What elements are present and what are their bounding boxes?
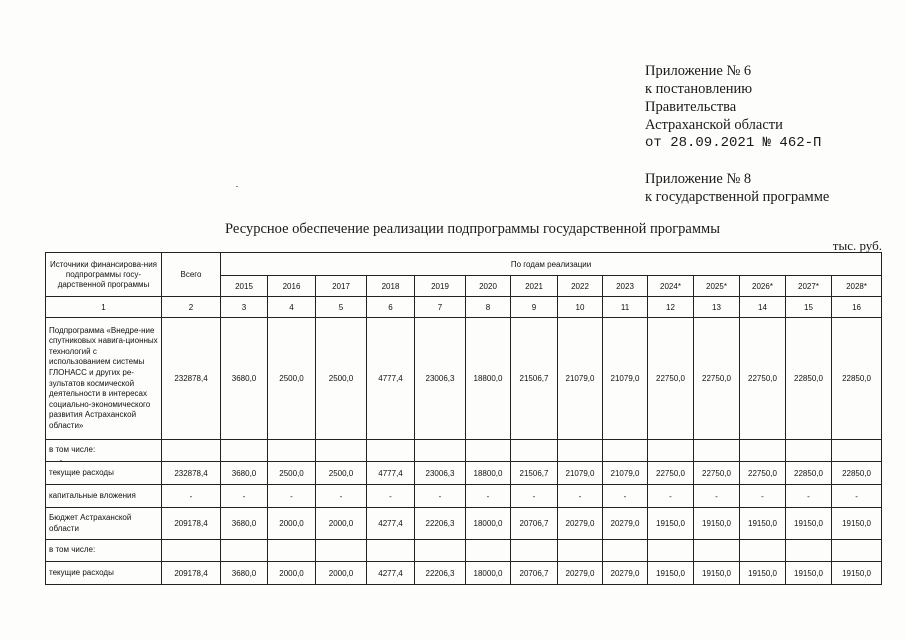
year-cell: 21079,0 [558,318,603,440]
year-header: 2028* [832,276,882,297]
year-cell: 3680,0 [221,508,268,540]
year-cell: 4277,4 [367,508,415,540]
year-cell: - [511,485,558,508]
year-cell [603,540,648,562]
row-label: Бюджет Астраханской области [46,508,162,540]
year-cell: 3680,0 [221,318,268,440]
year-cell: - [415,485,466,508]
year-cell: 21079,0 [603,462,648,485]
column-number: 8 [466,297,511,318]
table-row [46,462,882,485]
year-cell: 22850,0 [786,462,832,485]
year-cell [415,540,466,562]
row-label: текущие расходы [46,462,162,485]
column-number: 12 [648,297,694,318]
year-cell [415,440,466,462]
scan-speck [60,460,62,461]
year-cell [268,440,316,462]
appendix-line: Приложение № 8 [645,171,752,187]
year-cell [221,440,268,462]
year-cell: - [221,485,268,508]
year-cell: 19150,0 [832,562,882,585]
year-cell: 22750,0 [648,318,694,440]
total-header: Всего [162,253,221,297]
year-header: 2018 [367,276,415,297]
year-cell [786,440,832,462]
year-cell: 20279,0 [603,562,648,585]
year-cell: - [558,485,603,508]
year-cell: 2500,0 [268,462,316,485]
year-cell [648,540,694,562]
year-cell: 2000,0 [268,562,316,585]
table-row [46,485,882,508]
scan-speck [236,186,238,187]
year-cell: 20279,0 [558,562,603,585]
year-cell: 19150,0 [832,508,882,540]
appendix-line: Приложение № 6 [645,63,752,79]
year-cell: 18000,0 [466,508,511,540]
column-number: 11 [603,297,648,318]
year-cell: - [603,485,648,508]
column-number: 4 [268,297,316,318]
year-cell [786,540,832,562]
year-cell [466,440,511,462]
year-cell: - [466,485,511,508]
year-cell: 22750,0 [694,462,740,485]
row-label: в том числе: [46,440,162,462]
appendix-header [645,62,829,206]
year-cell: 21079,0 [603,318,648,440]
year-cell: 19150,0 [740,508,786,540]
resource-table [45,252,882,585]
year-header: 2023 [603,276,648,297]
year-header: 2021 [511,276,558,297]
column-number: 7 [415,297,466,318]
year-cell: 19150,0 [648,508,694,540]
year-cell: 21079,0 [558,462,603,485]
year-cell: 4777,4 [367,318,415,440]
year-cell: - [694,485,740,508]
year-cell: 23006,3 [415,318,466,440]
table-row [46,540,882,562]
year-cell: - [367,485,415,508]
year-header: 2016 [268,276,316,297]
year-cell [558,440,603,462]
year-cell: - [832,485,882,508]
year-cell [832,540,882,562]
year-cell: 19150,0 [786,508,832,540]
table-row [46,562,882,585]
appendix-line: Правительства [645,99,737,115]
year-cell: - [268,485,316,508]
year-cell [221,540,268,562]
year-cell: 22750,0 [648,462,694,485]
year-cell [511,440,558,462]
document-title: Ресурсное обеспечение реализации подпрограммы государственной программы [225,221,720,237]
year-header: 2025* [694,276,740,297]
year-cell: - [648,485,694,508]
year-header: 2015 [221,276,268,297]
year-cell: 19150,0 [740,562,786,585]
year-cell [268,540,316,562]
appendix-line: к постановлению [645,81,753,97]
year-cell [832,440,882,462]
year-cell: 22850,0 [832,462,882,485]
column-number: 14 [740,297,786,318]
year-cell: - [740,485,786,508]
year-cell: 22750,0 [740,462,786,485]
year-cell: 18800,0 [466,318,511,440]
year-cell: 20706,7 [511,508,558,540]
column-number: 15 [786,297,832,318]
year-cell: 22750,0 [740,318,786,440]
column-number: 6 [367,297,415,318]
row-label: Подпрограмма «Внедре-ние спутниковых навига-ционных технологий с использованием системы ГЛОНАСС и других ре-зультатов космической деятельности в интересах социально-экономического развития Астраханской области» [46,318,162,440]
year-cell: 2500,0 [316,318,367,440]
total-cell: 209178,4 [162,562,221,585]
year-cell: 22206,3 [415,508,466,540]
column-number: 9 [511,297,558,318]
year-cell: 19150,0 [648,562,694,585]
year-cell: 2500,0 [268,318,316,440]
year-cell: 21506,7 [511,318,558,440]
year-cell: - [316,485,367,508]
row-label: капитальные вложения [46,485,162,508]
year-header: 2020 [466,276,511,297]
total-cell [162,440,221,462]
year-cell: 19150,0 [694,562,740,585]
total-cell: - [162,485,221,508]
year-header: 2022 [558,276,603,297]
table-row [46,318,882,440]
year-cell: 20279,0 [603,508,648,540]
year-cell: 19150,0 [786,562,832,585]
table-row [46,508,882,540]
year-cell: 2000,0 [268,508,316,540]
column-number: 13 [694,297,740,318]
year-cell: 22750,0 [694,318,740,440]
column-number: 3 [221,297,268,318]
appendix-line: к государственной программе [645,189,830,205]
year-cell: 2000,0 [316,508,367,540]
source-header: Источники финансирова-ния подпрограммы госу-дарственной программы [46,253,162,297]
year-header: 2027* [786,276,832,297]
year-cell: 3680,0 [221,562,268,585]
year-cell [694,440,740,462]
years-header: По годам реализации [221,253,882,276]
row-label: текущие расходы [46,562,162,585]
year-cell [648,440,694,462]
year-cell: 22206,3 [415,562,466,585]
column-number: 5 [316,297,367,318]
total-cell: 232878,4 [162,318,221,440]
column-number: 1 [46,297,162,318]
year-cell: 20279,0 [558,508,603,540]
year-cell [558,540,603,562]
decree-date-line: от 28.09.2021 № 462-П [645,135,822,151]
row-label: в том числе: [46,540,162,562]
year-cell: 19150,0 [694,508,740,540]
year-cell: 18800,0 [466,462,511,485]
year-cell: 4277,4 [367,562,415,585]
year-cell: 21506,7 [511,462,558,485]
year-cell: - [786,485,832,508]
total-cell: 209178,4 [162,508,221,540]
year-cell: 23006,3 [415,462,466,485]
year-cell: 2000,0 [316,562,367,585]
year-header: 2024* [648,276,694,297]
year-cell: 2500,0 [316,462,367,485]
column-number: 2 [162,297,221,318]
year-header: 2017 [316,276,367,297]
year-cell [603,440,648,462]
year-header: 2026* [740,276,786,297]
year-cell [694,540,740,562]
year-cell: 20706,7 [511,562,558,585]
year-cell [316,440,367,462]
year-cell [367,440,415,462]
units-label: тыс. руб. [832,238,882,253]
year-cell: 22850,0 [786,318,832,440]
year-cell [367,540,415,562]
year-cell: 18000,0 [466,562,511,585]
column-number: 16 [832,297,882,318]
year-cell [511,540,558,562]
year-cell: 4777,4 [367,462,415,485]
total-cell: 232878,4 [162,462,221,485]
year-cell: 22850,0 [832,318,882,440]
column-number: 10 [558,297,603,318]
year-cell [316,540,367,562]
appendix-line: Астраханской области [645,117,783,133]
year-cell [466,540,511,562]
year-cell: 3680,0 [221,462,268,485]
year-header: 2019 [415,276,466,297]
year-cell [740,540,786,562]
table-row [46,440,882,462]
year-cell [740,440,786,462]
total-cell [162,540,221,562]
